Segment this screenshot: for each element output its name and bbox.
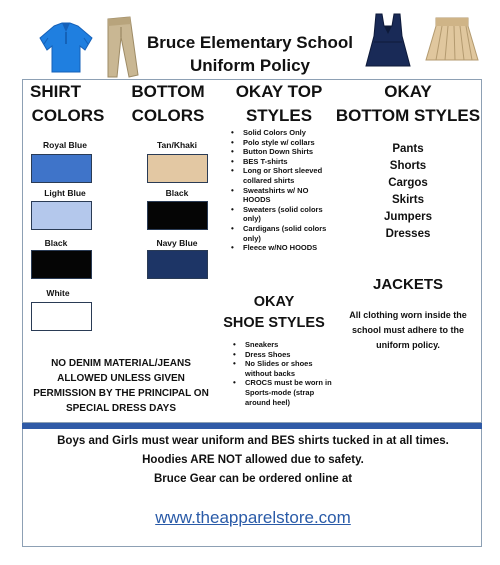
list-item: • Polo style w/ collars (230, 138, 334, 148)
no-denim-notice: NO DENIM MATERIAL/JEANS ALLOWED UNLESS GIVEN PERMISSION BY THE PRINCIPAL ON SPECIAL DRESS DAYS (33, 358, 209, 414)
shirt-swatch-label-light-blue: Light Blue (44, 188, 86, 198)
shirt-colors-heading-line2: COLORS (31, 106, 105, 125)
list-item: • Long or Short sleeved collared shirts (230, 166, 334, 185)
bottom-swatch-label-tan-khaki: Tan/Khaki (157, 140, 197, 150)
bottom-colors-heading-line2: COLORS (131, 106, 205, 125)
list-item: • Sneakers (232, 340, 336, 350)
bottom-swatch-label-navy-blue: Navy Blue (156, 238, 198, 248)
footer-tucked-in-rule: Boys and Girls must wear uniform and BES shirts tucked in at all times. (57, 435, 449, 447)
list-item: Skirts (392, 194, 424, 206)
polo-shirt-icon (36, 20, 96, 76)
top-styles-list (230, 128, 334, 253)
footer-panel (22, 429, 482, 547)
footer-hoodies-rule: Hoodies ARE NOT allowed due to safety. (142, 454, 364, 466)
okay-bottom-styles-heading (334, 80, 482, 128)
list-item: • Dress Shoes (232, 350, 336, 360)
page-title (120, 31, 380, 77)
list-item: • Solid Colors Only (230, 128, 334, 138)
okay-top-styles-heading-line2: STYLES (245, 106, 313, 125)
shirt-swatch-white (31, 302, 92, 331)
list-item: Shorts (389, 160, 427, 172)
title-line-policy: Uniform Policy (190, 56, 310, 75)
shoe-styles-heading-line1: OKAY (253, 294, 295, 310)
shirt-colors-heading-line1: SHIRT (30, 82, 81, 101)
shirt-swatch-label-royal-blue: Royal Blue (43, 140, 87, 150)
okay-shoe-styles-heading (218, 292, 330, 334)
list-item: Jumpers (384, 211, 432, 223)
shirt-swatch-label-white: White (46, 288, 70, 298)
list-item: • No Slides or shoes without backs (232, 359, 336, 378)
okay-top-styles-heading-line1: OKAY TOP (235, 82, 323, 101)
shoe-styles-list (232, 340, 336, 407)
footer-order-online-text: Bruce Gear can be ordered online at (153, 473, 353, 485)
list-item: • CROCS must be worn in Sports-mode (strap around heel) (232, 378, 336, 407)
khaki-skirt-icon (424, 14, 480, 64)
header (0, 0, 500, 78)
shoe-styles-heading-line2: SHOE STYLES (223, 315, 325, 331)
bottom-swatch-navy-blue (147, 250, 208, 279)
bottom-swatch-label-black: Black (165, 188, 189, 198)
list-item: • BES T-shirts (230, 157, 334, 167)
shirt-swatch-light-blue (31, 201, 92, 230)
list-item: • Cardigans (solid colors only) (230, 224, 334, 243)
apparel-store-link[interactable]: www.theapparelstore.com (155, 508, 351, 527)
list-item: Pants (392, 143, 424, 155)
shirt-colors-heading (26, 80, 110, 128)
shirt-swatch-black (31, 250, 92, 279)
bottom-colors-heading (126, 80, 210, 128)
list-item: • Fleece w/NO HOODS (230, 243, 334, 253)
shirt-swatch-label-black: Black (44, 238, 68, 248)
jackets-policy-text: All clothing worn inside the school must adhere to the uniform policy. (349, 310, 467, 350)
bottom-swatch-tan-khaki (147, 154, 208, 183)
title-line-school: Bruce Elementary School (147, 33, 353, 52)
list-item: • Sweatshirts w/ NO HOODS (230, 186, 334, 205)
okay-bottom-styles-heading-line2: BOTTOM STYLES (335, 106, 481, 125)
list-item: • Sweaters (solid colors only) (230, 205, 334, 224)
shirt-swatch-royal-blue (31, 154, 92, 183)
okay-top-styles-heading (224, 80, 334, 128)
list-item: Dresses (385, 228, 431, 240)
bottom-colors-heading-line1: BOTTOM (131, 82, 205, 101)
list-item: Cargos (388, 177, 428, 189)
bottom-styles-list (346, 141, 470, 243)
jackets-heading: JACKETS (372, 276, 443, 293)
okay-bottom-styles-heading-line1: OKAY (384, 82, 432, 101)
bottom-swatch-black (147, 201, 208, 230)
list-item: • Button Down Shirts (230, 147, 334, 157)
